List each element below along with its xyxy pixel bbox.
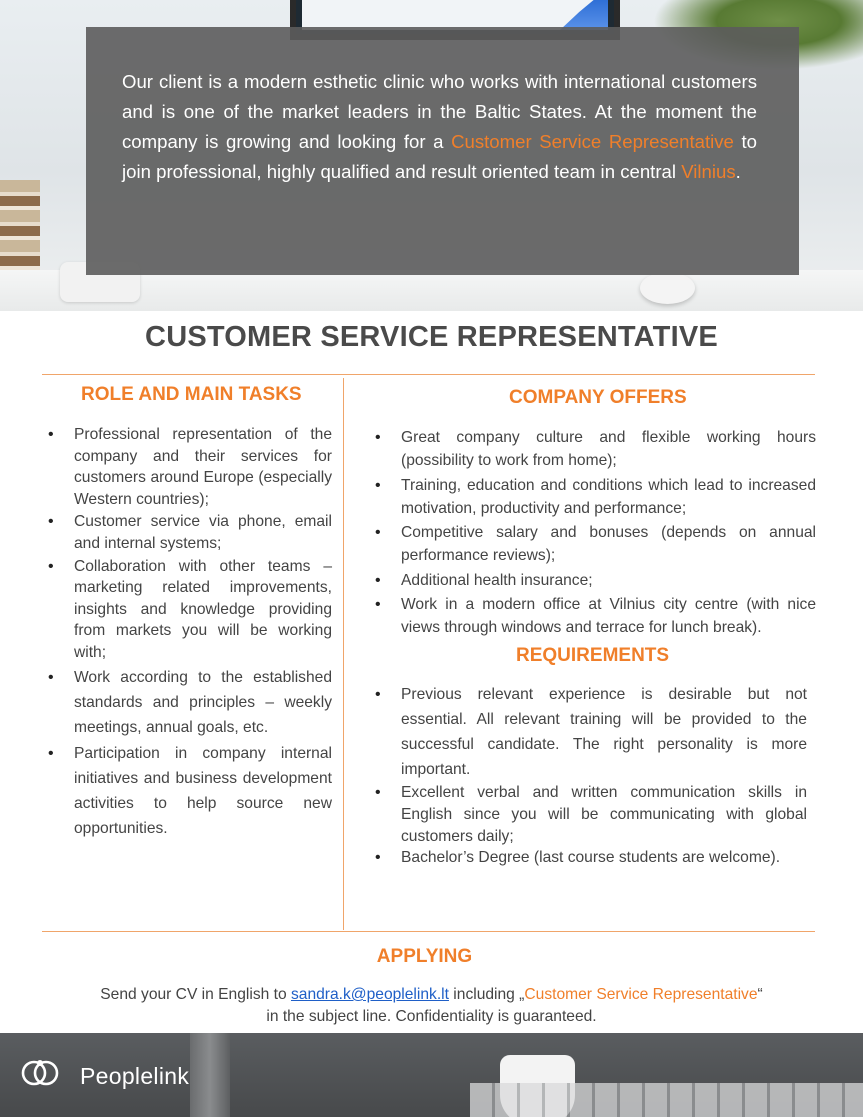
- requirements-list: [373, 682, 807, 869]
- list-item: • Competitive salary and bonuses (depends on annual performance reviews);: [373, 521, 816, 567]
- email-link[interactable]: sandra.k@peoplelink.lt: [290, 986, 449, 1003]
- monitor-screen-image: [302, 0, 608, 30]
- mouse-image: [640, 272, 695, 304]
- page-title: CUSTOMER SERVICE REPRESENTATIVE: [145, 321, 718, 353]
- brand-name: Peoplelink: [80, 1063, 190, 1089]
- list-item: • Collaboration with other teams – marketing related improvements, insights and knowledge providing from markets you will be working with;: [46, 556, 332, 664]
- role-list: [46, 424, 332, 842]
- lamp-image: [190, 1033, 230, 1117]
- intro-overlay-box: [86, 27, 799, 275]
- divider-top: [42, 374, 815, 375]
- list-item: • Bachelor’s Degree (last course students are welcome).: [373, 847, 807, 869]
- applying-text-before: Send your CV in English to: [100, 986, 291, 1003]
- intro-position-highlight: Customer Service Representative: [451, 131, 734, 152]
- offers-list: [373, 426, 816, 641]
- list-item: • Participation in company internal initiatives and business development activities to help source new opportunities.: [46, 741, 332, 841]
- list-item: • Great company culture and flexible working hours (possibility to work from home);: [373, 426, 816, 472]
- list-item: • Work in a modern office at Vilnius city centre (with nice views through windows and terrace for lunch break).: [373, 593, 816, 639]
- header-photo: [0, 0, 863, 311]
- peoplelink-logo-icon: [18, 1051, 62, 1095]
- applying-text-after: “: [757, 986, 763, 1003]
- list-item: • Customer service via phone, email and internal systems;: [46, 511, 332, 554]
- list-item: • Previous relevant experience is desirable but not essential. All relevant training will be provided to the successful candidate. The right personality is more important.: [373, 682, 807, 782]
- role-heading: ROLE AND MAIN TASKS: [81, 384, 302, 405]
- applying-text: [0, 984, 863, 1028]
- intro-paragraph: [122, 67, 757, 187]
- applying-line1: [0, 984, 863, 1006]
- keyboard-image: [470, 1083, 863, 1117]
- list-item: • Work according to the established standards and principles – weekly meetings, annual goals, etc.: [46, 665, 332, 740]
- offers-heading: COMPANY OFFERS: [509, 387, 687, 408]
- applying-subject-highlight: Customer Service Representative: [524, 986, 758, 1003]
- intro-text-part3: .: [735, 161, 741, 182]
- list-item: • Additional health insurance;: [373, 569, 816, 592]
- list-item: • Excellent verbal and written communication skills in English since you will be communicating with global customers daily;: [373, 782, 807, 847]
- applying-line2: in the subject line. Confidentiality is guaranteed.: [266, 1008, 597, 1025]
- applying-heading: APPLYING: [376, 946, 473, 967]
- intro-city-highlight: Vilnius: [681, 161, 736, 182]
- books-image: [0, 180, 40, 280]
- list-item: • Training, education and conditions which lead to increased motivation, productivity and performance;: [373, 474, 816, 520]
- divider-vertical: [343, 378, 344, 930]
- intro-text-part2: to join professional, highly qualified and result oriented team in central: [122, 131, 757, 182]
- list-item: • Professional representation of the company and their services for customers around Europe (especially Western countries);: [46, 424, 332, 510]
- applying-text-middle: including „: [448, 986, 525, 1003]
- footer-photo: [0, 1033, 863, 1117]
- intro-text-part1: Our client is a modern esthetic clinic who works with international customers and is one of the market leaders in the Baltic States. At the moment the company is growing and looking for a: [122, 71, 757, 152]
- requirements-heading: REQUIREMENTS: [516, 645, 670, 666]
- divider-bottom: [42, 931, 815, 932]
